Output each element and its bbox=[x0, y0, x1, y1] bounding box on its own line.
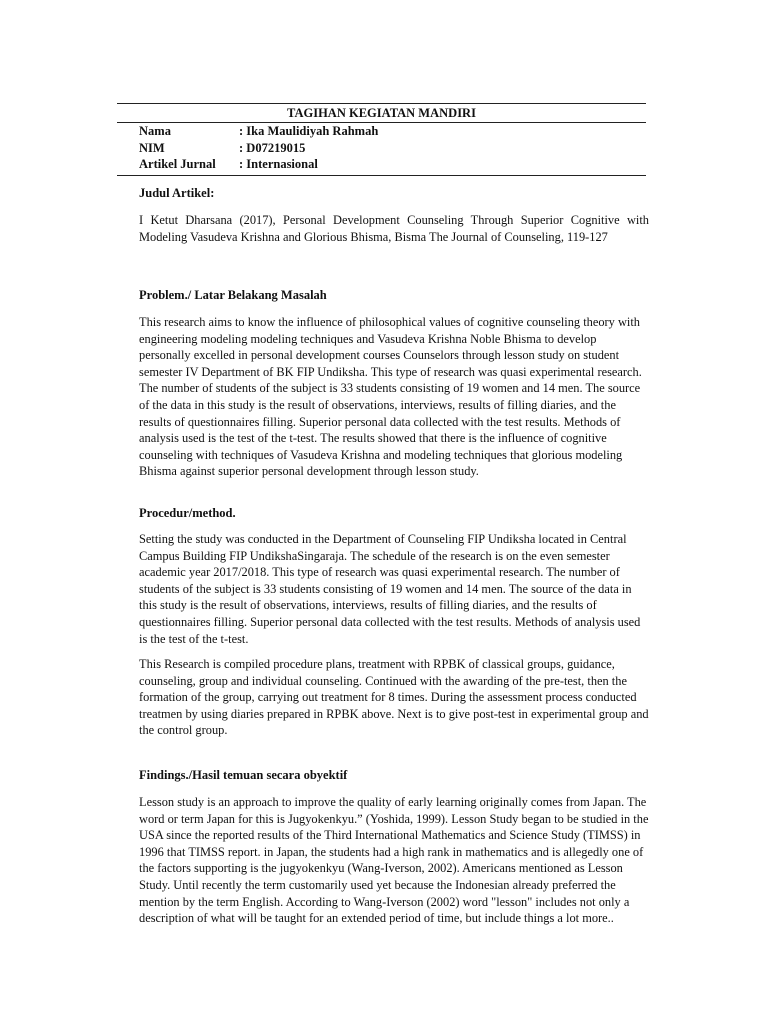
info-row-nim bbox=[117, 140, 646, 157]
info-row-artikel-jurnal bbox=[117, 156, 646, 173]
problem-heading: Problem./ Latar Belakang Masalah bbox=[139, 288, 327, 302]
article-citation: I Ketut Dharsana (2017), Personal Development Counseling Through Superior Cognitive with Modeling Vasudeva Krishna and Glorious Bhisma, Bisma The Journal of Counseling, 119-127 bbox=[139, 213, 649, 244]
info-value: : Ika Maulidiyah Rahmah bbox=[239, 124, 379, 138]
method-text-1: Setting the study was conducted in the Department of Counseling FIP Undiksha located in Central Campus Building FIP UndikshaSingaraja. The schedule of the research is on the even semester academic year 2017/2018. This type of research was quasi experimental research. The number of students of the subject is 33 students consisting of 19 women and 14 men. The source of the data in this study is the result of observations, interviews, results of filling diaries, and the results of questionnaires filling. Superior personal data collected with the test results. Methods of analysis used is the test of the t-test. bbox=[139, 532, 641, 646]
article-heading: Judul Artikel: bbox=[139, 186, 215, 200]
problem-text: This research aims to know the influence of philosophical values of cognitive counseling theory with engineering modeling modeling techniques and Vasudeva Krishna Noble Bhisma to develop personally excelled in personal development courses Counselors through lesson study on student semester IV Department of BK FIP Undiksha. This type of research was quasi experimental research. The number of students of the subject is 33 students consisting of 19 women and 14 men. The source of the data in this study is the result of observations, interviews, results of filling diaries, and the results of questionnaires filling. Superior personal data collected with the test results. Methods of analysis used is the test of the t-test. The results showed that there is the influence of cognitive counseling with techniques of Vasudeva Krishna and modeling techniques that glorious modeling Bhisma against superior personal development through lesson study. bbox=[139, 315, 642, 479]
method-heading: Procedur/method. bbox=[139, 506, 236, 520]
info-value: : Internasional bbox=[239, 157, 318, 171]
info-label: NIM bbox=[139, 140, 165, 155]
info-row-nama bbox=[117, 123, 646, 140]
info-label: Nama bbox=[139, 124, 171, 138]
header-table bbox=[117, 103, 646, 176]
findings-heading: Findings./Hasil temuan secara obyektif bbox=[139, 768, 348, 782]
method-text-2: This Research is compiled procedure plans, treatment with RPBK of classical groups, guidance, counseling, group and individual counseling. Continued with the awarding of the pre-test, then the formation of the group, carrying out treatment for 8 times. During the assessment process conducted treatmen by using diaries prepared in RPBK above. Next is to give post-test in experimental group and the control group. bbox=[139, 657, 649, 738]
info-label: Artikel Jurnal bbox=[139, 157, 216, 171]
document-title: TAGIHAN KEGIATAN MANDIRI bbox=[117, 105, 646, 123]
findings-text: Lesson study is an approach to improve the quality of early learning originally comes from Japan. The word or term Japan for this is Jugyokenkyu.” (Yoshida, 1999). Lesson Study began to be studied in the USA since the reported results of the Third International Mathematics and Science Study (TIMSS) in 1996 that TIMSS report. in Japan, the students had a high rank in mathematics and is allegedly one of the factors supporting is the jugyokenkyu (Wang-Iverson, 2002). Americans mentioned as Lesson Study. Until recently the term customarily used yet because the Indonesian already preferred the mention by the term English. According to Wang-Iverson (2002) word "lesson" includes not only a description of what will be taught for an extended period of time, but include things a lot more.. bbox=[139, 795, 649, 926]
info-value: : D07219015 bbox=[239, 140, 306, 155]
